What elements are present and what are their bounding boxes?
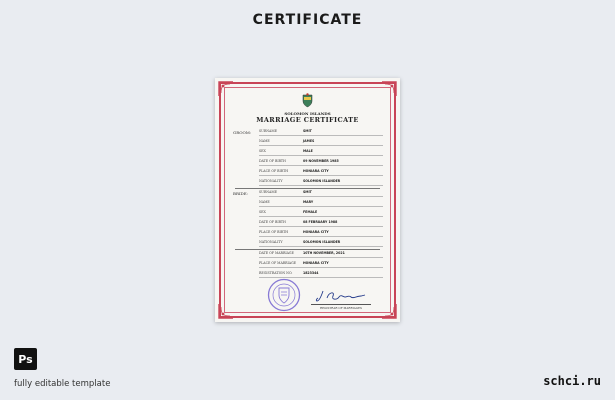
groom-sex-row: SEX MALE <box>259 147 383 156</box>
coat-of-arms-icon <box>301 93 314 108</box>
marriage-date-row: DATE OF MARRIAGE 10TH NOVEMBER, 2021 <box>259 249 383 258</box>
groom-section-label: GROOM: <box>233 130 252 135</box>
corner-ornament-icon <box>218 303 234 319</box>
bride-surname-row: SURNAME SMIT <box>259 188 383 197</box>
official-seal-icon <box>267 278 301 312</box>
bride-nationality-row: NATIONALITY SOLOMON ISLANDER <box>259 238 383 247</box>
bride-name-row: NAME MARY <box>259 198 383 207</box>
template-note: fully editable template <box>14 379 111 389</box>
groom-surname-row: SURNAME SMIT <box>259 127 383 136</box>
photoshop-icon: Ps <box>14 348 37 370</box>
groom-dob-row: DATE OF BIRTH 09 NOVEMBER 1985 <box>259 157 383 166</box>
signature-caption: REGISTRAR OF MARRIAGES <box>311 304 371 310</box>
groom-pob-row: PLACE OF BIRTH HONIARA CITY <box>259 167 383 176</box>
corner-ornament-icon <box>381 303 397 319</box>
country-name: SOLOMON ISLANDS <box>284 111 331 116</box>
bride-dob-row: DATE OF BIRTH 08 FEBRUARY 1988 <box>259 218 383 227</box>
groom-nationality-row: NATIONALITY SOLOMON ISLANDER <box>259 177 383 186</box>
certificate-preview <box>215 78 400 322</box>
brand-logo: schci.ru <box>543 374 601 388</box>
groom-name-row: NAME JAMES <box>259 137 383 146</box>
bride-section-label: BRIDE: <box>233 191 249 196</box>
marriage-place-row: PLACE OF MARRIAGE HONIARA CITY <box>259 259 383 268</box>
certificate-title: MARRIAGE CERTIFICATE <box>256 116 359 124</box>
corner-ornament-icon <box>218 81 234 97</box>
bride-sex-row: SEX FEMALE <box>259 208 383 217</box>
page-title: CERTIFICATE <box>252 12 363 28</box>
corner-ornament-icon <box>381 81 397 97</box>
registration-number-row: REGISTRATION NO. 1823344 <box>259 269 383 278</box>
signature-image <box>315 288 367 304</box>
bride-pob-row: PLACE OF BIRTH HONIARA CITY <box>259 228 383 237</box>
